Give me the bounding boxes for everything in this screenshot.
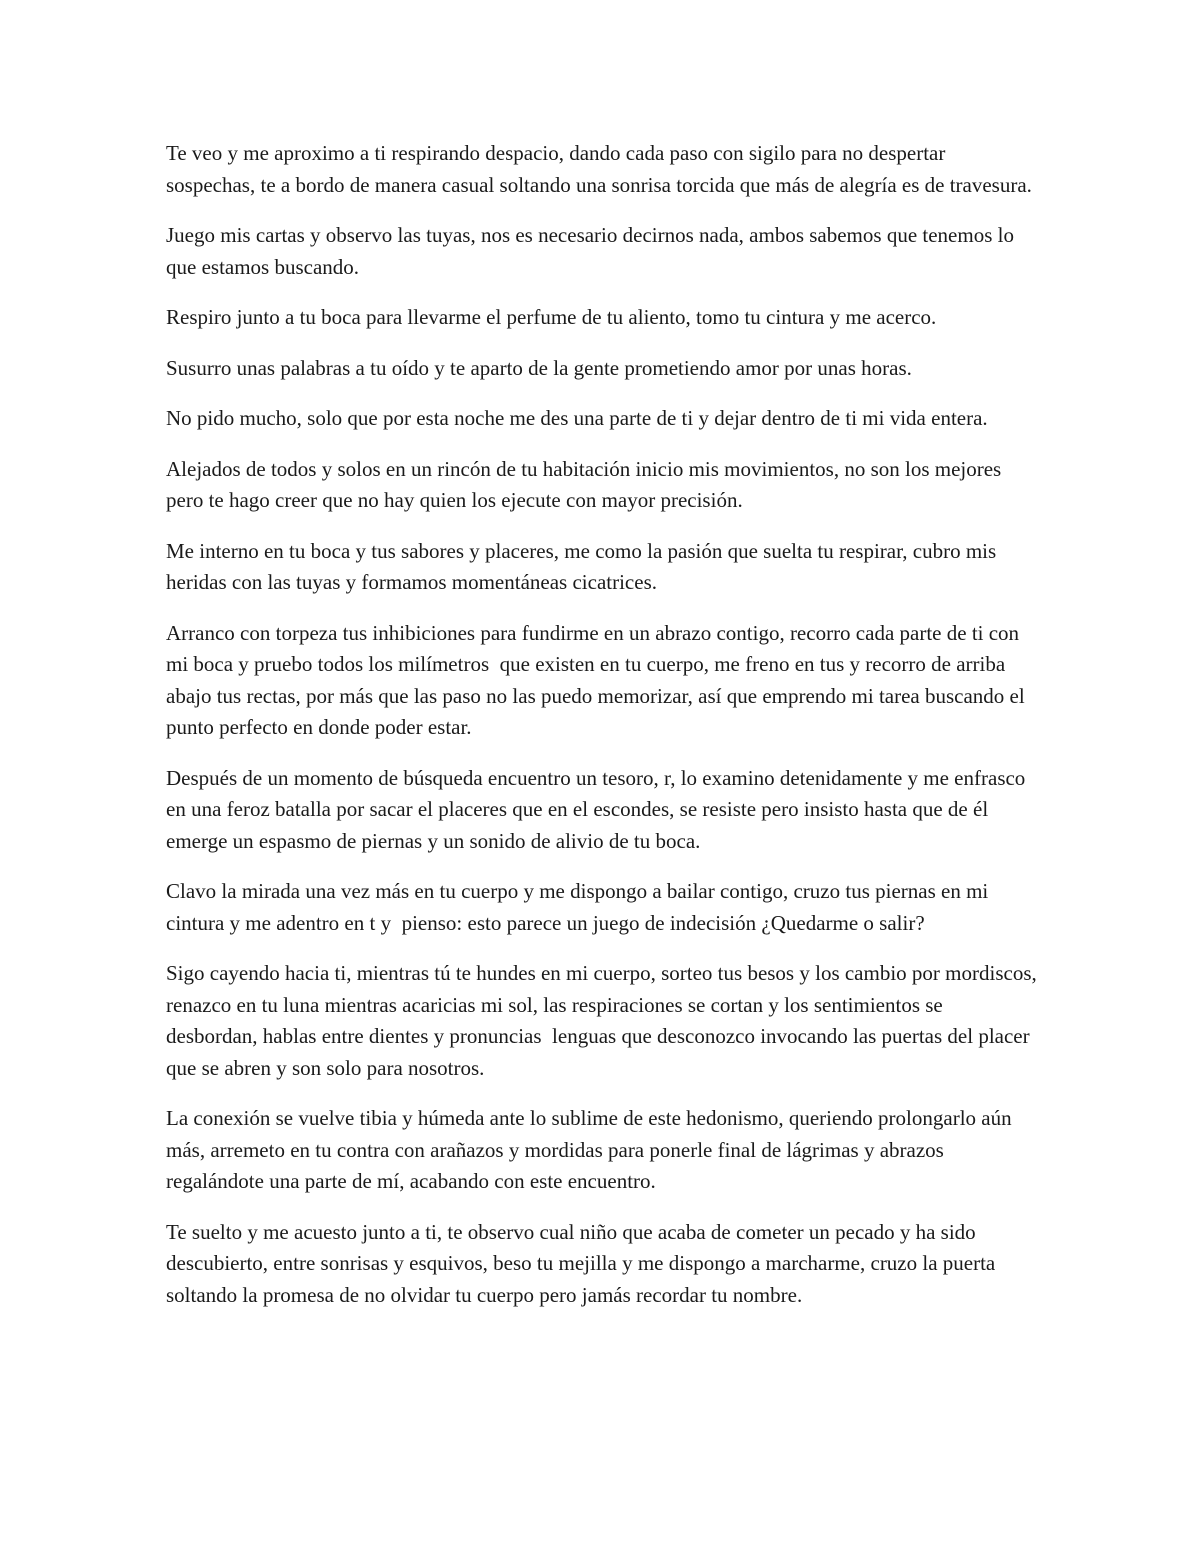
paragraph-2: Juego mis cartas y observo las tuyas, nos es necesario decirnos nada, ambos sabemos que tenemos lo que estamos buscando. xyxy=(166,223,1020,279)
paragraph-8: Arranco con torpeza tus inhibiciones para fundirme en un abrazo contigo, recorro cada parte de ti con mi boca y pruebo todos los milímetros que existen en tu cuerpo, me freno en tus y recorro de arriba abajo tus rectas, por más que las paso no las puedo memorizar, así que emprendo mi tarea buscando el punto perfecto en donde poder estar. xyxy=(166,620,1030,739)
paragraph-1: Te veo y me aproximo a ti respirando despacio, dando cada paso con sigilo para no despertar sospechas, te a bordo de manera casual soltando una sonrisa torcida que más de alegría es de travesura. xyxy=(166,141,1032,197)
document-body xyxy=(166,138,1042,1330)
paragraph-6: Alejados de todos y solos en un rincón de tu habitación inicio mis movimientos, no son los mejores pero te hago creer que no hay quien los ejecute con mayor precisión. xyxy=(166,456,1007,512)
paragraph-9: Después de un momento de búsqueda encuentro un tesoro, r, lo examino detenidamente y me enfrasco en una feroz batalla por sacar el placeres que en el escondes, se resiste pero insisto hasta que de él emerge un espasmo de piernas y un sonido de alivio de tu boca. xyxy=(166,765,1031,853)
paragraph-12: La conexión se vuelve tibia y húmeda ante lo sublime de este hedonismo, queriendo prolongarlo aún más, arremeto en tu contra con arañazos y mordidas para ponerle final de lágrimas y abrazos regalándote una parte de mí, acabando con este encuentro. xyxy=(166,1106,1017,1193)
paragraph-5: No pido mucho, solo que por esta noche me des una parte de ti y dejar dentro de ti mi vida entera. xyxy=(166,406,988,430)
paragraph-4: Susurro unas palabras a tu oído y te aparto de la gente prometiendo amor por unas horas. xyxy=(166,355,912,380)
paragraph-13: Te suelto y me acuesto junto a ti, te observo cual niño que acaba de cometer un pecado y ha sido descubierto, entre sonrisas y esquivos, beso tu mejilla y me dispongo a marcharme, cruzo la puerta soltando la promesa de no olvidar tu cuerpo pero jamás recordar tu nombre. xyxy=(166,1219,1001,1307)
paragraph-3: Respiro junto a tu boca para llevarme el perfume de tu aliento, tomo tu cintura y me acerco. xyxy=(166,305,937,329)
paragraph-7: Me interno en tu boca y tus sabores y placeres, me como la pasión que suelta tu respirar, cubro mis heridas con las tuyas y formamos momentáneas cicatrices. xyxy=(166,538,1002,594)
paragraph-11: Sigo cayendo hacia ti, mientras tú te hundes en mi cuerpo, sorteo tus besos y los cambio por mordiscos, renazco en tu luna mientras acaricias mi sol, las respiraciones se cortan y los sentimientos se desbordan, hablas entre dientes y pronuncias lenguas que desconozco invocando las puertas del placer que se abren y son solo para nosotros. xyxy=(166,961,1042,1080)
paragraph-10: Clavo la mirada una vez más en tu cuerpo y me dispongo a bailar contigo, cruzo tus piernas en mi cintura y me adentro en t y pienso: esto parece un juego de indecisión ¿Quedarme o salir? xyxy=(166,879,994,935)
